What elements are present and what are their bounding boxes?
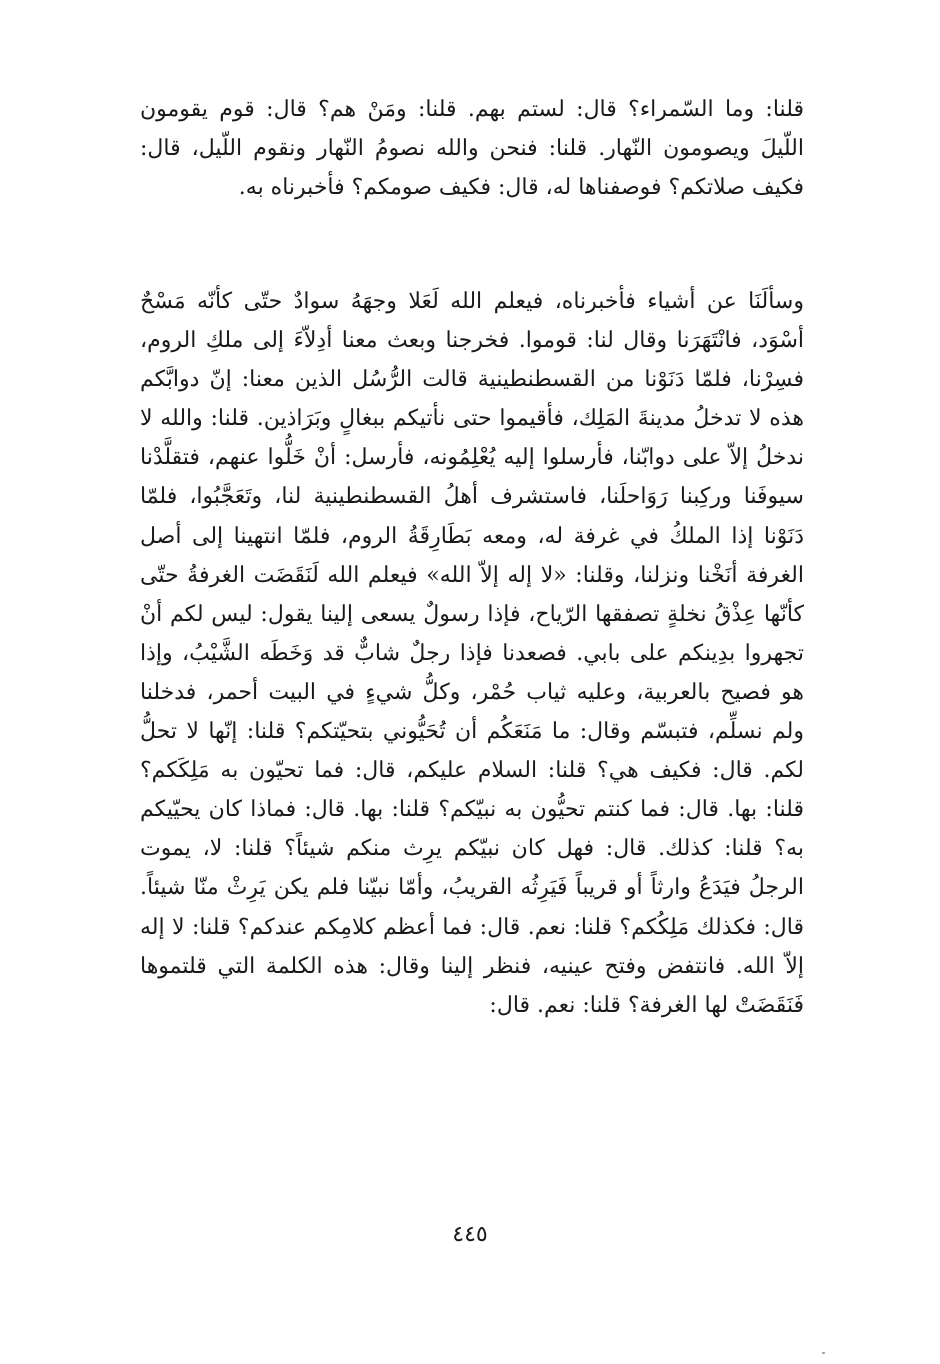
paragraph: وسألَنَا عن أشياء فأخبرناه، فيعلم الله لَعَلا وجهَهُ سوادٌ حتّى كأنّه مَسْحٌ أسْوَد، فانْتَهَرَنا وقال لنا: قوموا. فخرجنا وبعث معنا أدِلاّءَ إلى ملكِ الروم، فسِرْنا، فلمّا دَنَوْنا من القسطنطينية قالت الرُّسُل الذين معنا: إنّ دوابَّكم هذه لا تدخلُ مدينةَ المَلِك، فأقيموا حتى نأتيكم ببغالٍ وبَرَاذين. قلنا: والله لا ندخلُ إلاّ على دوابّنا، فأرسلوا إليه يُعْلِمُونه، فأرسل: أنْ خَلُّوا عنهم، فتقلَّدْنا سيوفَنا وركِبنا رَوَاحلَنا، فاستشرف أهلُ القسطنطينية لنا، وتَعَجَّبُوا، فلمّا دَنَوْنا إذا الملكُ في غرفة له، ومعه بَطَارِقَةُ الروم، فلمّا انتهينا إلى أصل الغرفة أنَخْنا ونزلنا، وقلنا: «لا إله إلاّ الله» فيعلم الله لَنَقَضَت الغرفةُ حتّى كأنّها عِذْقُ نخلةٍ تصفقها الرّياح، فإذا رسولٌ يسعى إلينا يقول: ليس لكم أنْ تجهروا بدِينكم على بابي. فصعدنا فإذا رجلٌ شابٌّ قد وَخَطَه الشَّيْبُ، وإذا هو فصيح بالعربية، وعليه ثياب حُمْر، وكلُّ شيءٍ في البيت أحمر، فدخلنا ولم نسلِّم، فتبسّم وقال: ما مَنَعَكُم أن تُحَيُّوني بتحيّتكم؟ قلنا: إنّها لا تحلُّ لكم. قال: فكيف هي؟ قلنا: السلام عليكم، قال: فما تحيّون به مَلِكَكم؟ قلنا: بها. قال: فما كنتم تحيُّون به نبيّكم؟ قلنا: بها. قال: فماذا كان يحيّيكم به؟ قلنا: كذلك. قال: فهل كان نبيّكم يرِث منكم شيئاً؟ قلنا: لا، يموت الرجلُ فيَدَعُ وارثاً أو قريباً فَيَرِثُه القريبُ، وأمّا نبيّنا فلم يكن يَرِثْ منّا شيئاً. قال: فكذلك مَلِكُكم؟ قلنا: نعم. قال: فما أعظم كلامِكم عندكم؟ قلنا: لا إله إلاّ الله. فانتفض وفتح عينيه، فنظر إلينا وقال: هذه الكلمة التي قلتموها فَنَقَضَتْ لها الغرفة؟ قلنا: نعم. قال: <box>140 289 805 1018</box>
page-number: ٤٤٥ <box>452 1222 488 1247</box>
paragraph: قلنا: وما السّمراء؟ قال: لستم بهم. قلنا: ومَنْ هم؟ قال: قوم يقومون اللّيلَ ويصومون النّهار. قلنا: فنحن والله نصومُ النّهار ونقوم اللّيل، قال: فكيف صلاتكم؟ فوصفناها له، قال: فكيف صومكم؟ فأخبرناه به. <box>140 97 804 201</box>
scan-artifact <box>822 1352 825 1354</box>
